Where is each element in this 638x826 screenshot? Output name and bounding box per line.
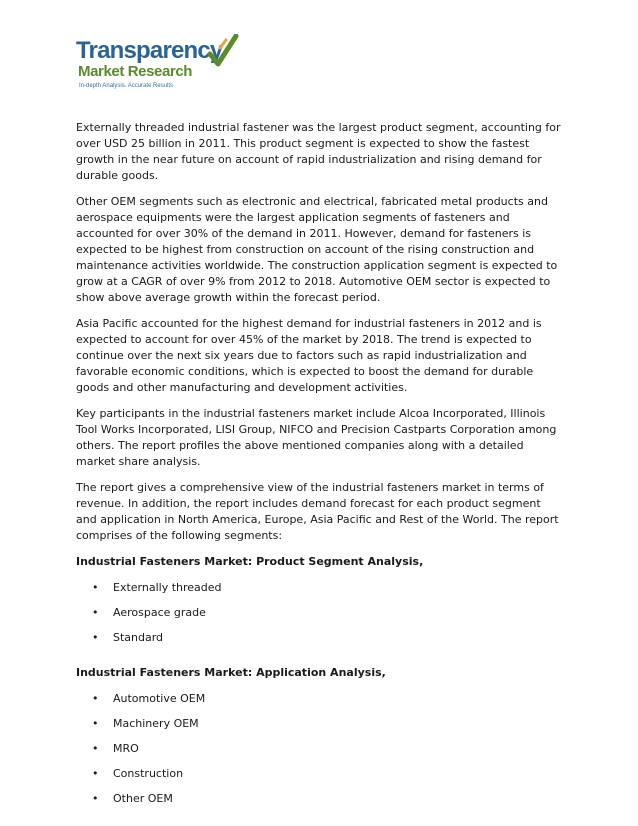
paragraph: Key participants in the industrial fasteners market include Alcoa Incorporated, Illinois Tool Works Incorporated, LISI Group, NIFCO and Precision Castparts Corporation among others. The report profiles the above mentioned companies along with a detailed market share analysis.	[76, 407, 557, 468]
list-item	[76, 691, 564, 716]
list-item	[76, 605, 564, 630]
paragraph: Other OEM segments such as electronic and electrical, fabricated metal products and aerospace equipments were the largest application segments of fasteners and accounted for over 30% of the demand in 2011. However, demand for fasteners is expected to be highest from construction on account of the rising construction and maintenance activities worldwide. The construction application segment is expected to grow at a CAGR of over 9% from 2012 to 2018. Automotive OEM sector is expected to show above average growth within the forecast period.	[76, 195, 558, 304]
bullet-icon: •	[92, 792, 99, 805]
bullet-list	[76, 580, 564, 655]
list-item-label: Construction	[113, 767, 184, 780]
list-item	[76, 741, 564, 766]
company-logo	[76, 34, 246, 98]
list-item	[76, 716, 564, 741]
list-item-label: Other OEM	[113, 792, 173, 805]
bullet-icon: •	[92, 767, 99, 780]
logo-subtitle: Market Research	[78, 63, 193, 80]
list-item	[76, 766, 564, 791]
document-body	[76, 120, 564, 826]
list-item	[76, 630, 564, 655]
bullet-icon: •	[92, 631, 99, 644]
bullet-icon: •	[92, 717, 99, 730]
paragraph: Externally threaded industrial fastener was the largest product segment, accounting for over USD 25 billion in 2011. This product segment is expected to show the fastest growth in the near future on account of rapid industrialization and rising demand for durable goods.	[76, 121, 561, 182]
list-item-label: Externally threaded	[113, 581, 222, 594]
paragraph: The report gives a comprehensive view of the industrial fasteners market in terms of revenue. In addition, the report includes demand forecast for each product segment and application in North America, Europe, Asia Pacific and Rest of the World. The report comprises of the following segments:	[76, 481, 559, 542]
list-item-label: Aerospace grade	[113, 606, 206, 619]
list-item-label: MRO	[113, 742, 139, 755]
bullet-icon: •	[92, 742, 99, 755]
bullet-icon: •	[92, 692, 99, 705]
list-item	[76, 580, 564, 605]
bullet-list	[76, 691, 564, 816]
list-item-label: Machinery OEM	[113, 717, 199, 730]
checkmark-icon	[206, 34, 240, 70]
bullet-icon: •	[92, 606, 99, 619]
section-heading: Industrial Fasteners Market: Product Segment Analysis,	[76, 555, 424, 568]
section-heading: Industrial Fasteners Market: Application Analysis,	[76, 666, 386, 679]
bullet-icon: •	[92, 581, 99, 594]
paragraph: Asia Pacific accounted for the highest demand for industrial fasteners in 2012 and is expected to account for over 45% of the market by 2018. The trend is expected to continue over the next six years due to factors such as rapid industrialization and favorable economic conditions, which is expected to boost the demand for durable goods and other manufacturing and development activities.	[76, 317, 542, 394]
list-item-label: Automotive OEM	[113, 692, 206, 705]
list-item-label: Standard	[113, 631, 164, 644]
logo-title: Transparency	[76, 37, 223, 64]
list-item	[76, 791, 564, 816]
logo-tagline: In-depth Analysis. Accurate Results	[79, 83, 174, 89]
